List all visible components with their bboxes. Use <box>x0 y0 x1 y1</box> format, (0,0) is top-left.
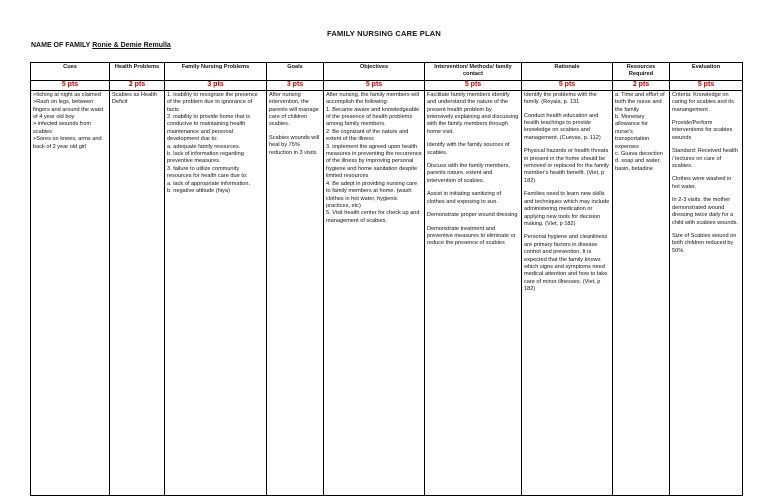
points-cell: 5 pts <box>425 80 522 90</box>
family-name-label: NAME OF FAMILY <box>31 42 91 49</box>
points-cell: 5 pts <box>522 80 613 90</box>
problem-text: b. negative attitude (hiya) <box>167 188 230 195</box>
family-name-line <box>31 42 171 49</box>
column-header: Family Nursing Problems <box>165 63 267 81</box>
content-row <box>31 90 743 495</box>
intervention-text: Demonstrate proper wound dressing <box>427 212 518 219</box>
evaluation-text: In 2-3 visits, the mother demonstrated wound dressing twice daily for a child with scabies wounds. <box>672 197 738 226</box>
column-header: Health Problems <box>110 63 165 81</box>
objective-text: 2. Be cognizant of the nature and extent of the illness <box>326 128 409 143</box>
points-row <box>31 80 743 90</box>
points-cell: 2 pts <box>110 80 165 90</box>
intervention-text: Facilitate family members identify and understand the nature of the present health problem by intensively explaining and discussing with the family members through home visit. <box>427 91 519 135</box>
points-cell: 3 pts <box>267 80 324 90</box>
points-cell: 5 pts <box>31 80 110 90</box>
family-nursing-problems-cell <box>165 90 267 495</box>
resources-cell <box>613 90 670 495</box>
rationale-text: Identify the problems with the family. (Reyala, p. 131 <box>524 91 597 106</box>
objective-text: 1. Became aware and knowledgeable of the presence of health problems among family members. <box>326 106 420 128</box>
document-title: FAMILY NURSING CARE PLAN <box>327 29 441 38</box>
column-header: Cues <box>31 63 110 81</box>
points-cell: 2 pts <box>613 80 670 90</box>
goals-cell <box>267 90 324 495</box>
rationale-text: Physical hazards or health threats in present in the home should be removed or replaced for the family member's health benefit. (Viet, p 182) <box>524 148 609 184</box>
objective-text: 4. Be adept in providing nursing care to family members at home. (wash clothes in hot water, hygienic practices, etc) <box>326 180 418 209</box>
health-problem-text: Scabies as Health Deficit <box>112 91 158 106</box>
objective-text: 3. implement the agreed upon health measures in preventing the recurrence of the illness by improving personal hygiene and home sanitation despite limited resources <box>326 143 422 180</box>
cue-text: > infected wounds from scabies <box>33 121 91 135</box>
resource-text: b. Monetary allowance for nurse's transportation expenses <box>615 114 650 150</box>
points-cell: 5 pts <box>324 80 425 90</box>
problem-text: a. lack of appropriate information. <box>167 180 251 187</box>
cue-text: >Rash on legs, between fingers and around the waist of 4 year old boy <box>33 99 104 121</box>
evaluation-cell <box>670 90 743 495</box>
cue-text: >Itching at night as claimed <box>33 91 101 98</box>
health-problems-cell <box>110 90 165 495</box>
points-cell: 3 pts <box>165 80 267 90</box>
problem-text: 3. failure to utilize community resources for health care due to: <box>167 165 248 180</box>
intervention-text: Identify with the family sources of scabies. <box>427 142 510 156</box>
header-row <box>31 63 743 81</box>
column-header: Rationale <box>522 63 613 81</box>
problem-text: b. lack of information regarding preventive measures. <box>167 151 244 165</box>
column-header: Resources Required <box>613 63 670 81</box>
cues-cell <box>31 90 110 495</box>
rationale-cell <box>522 90 613 495</box>
intervention-text: Discuss with the family members, parents nature, extent and intervention of scabies. <box>427 163 510 184</box>
rationale-text: Personal hygiene and cleanliness are primary factors in disease control and prevention. It is expected that the family knows which signs and symptoms need medical attention and how to take care of minor illnesses. (Viet, p 182) <box>524 234 608 293</box>
rationale-text: Families need to learn new skills and techniques which may include administering medication or applying new tools for decision making. (Viet, p 182) <box>524 191 610 227</box>
intervention-text: Assist in initiating sanitizing of clothes and exposing to sun. <box>427 191 501 205</box>
resource-text: c. Guava decoction <box>615 151 663 158</box>
evaluation-text: Clothes were washed in hot water. <box>672 176 732 190</box>
resource-text: a. Time and effort of both the nurse and the family <box>615 91 665 113</box>
column-header: Intervention/ Methods/ family contact <box>425 63 522 81</box>
goal-text: After nursing intervention, the parents will manage care of children scabies. <box>269 91 319 128</box>
problem-text: 1. inability to recognize the presence of the problem due to ignorance of facts <box>167 91 258 113</box>
family-name-value: Ronie & Demie Remulla <box>92 42 171 49</box>
interventions-cell <box>425 90 522 495</box>
column-header: Objectives <box>324 63 425 81</box>
resource-text: d. soap and water, basin, betadine <box>615 158 661 172</box>
column-header: Goals <box>267 63 324 81</box>
column-header: Evaluation <box>670 63 743 81</box>
goal-text: Scabies wounds will heal by 75% reduction in 3 visits <box>269 134 320 156</box>
problem-text: 2. inability to provide home that is conducive to maintaining health maintenance and personal development due to: <box>167 114 251 143</box>
evaluation-text: Standard: Received health / lectures on care of scabies. <box>672 148 738 170</box>
rationale-text: Conduct health education and health teachings to provide knowledge on scabies and management. (Cuevas, p. 112) <box>524 112 601 141</box>
points-cell: 5 pts <box>670 80 743 90</box>
care-plan-table <box>30 62 743 496</box>
problem-text: a. adequate family resources. <box>167 143 241 150</box>
intervention-text: Demonstrate treatment and preventive measures to eliminate or reduce the presence of scabies <box>427 225 516 247</box>
objective-text: 5. Visit health center for check up and management of scabies. <box>326 210 420 224</box>
cue-text: >Sores on knees, arms and back of 2 year old girl <box>33 136 102 150</box>
objective-text: After nursing, the family members will accomplish the following: <box>326 91 419 106</box>
evaluation-text: Provide/Perform interventions for scabies wounds <box>672 120 733 141</box>
evaluation-text: Criteria: Knowledge on caring for scabies and its manangement <box>672 91 734 113</box>
objectives-cell <box>324 90 425 495</box>
evaluation-text: Size of Scabies wound on both children reduced by 50%. <box>672 232 737 254</box>
